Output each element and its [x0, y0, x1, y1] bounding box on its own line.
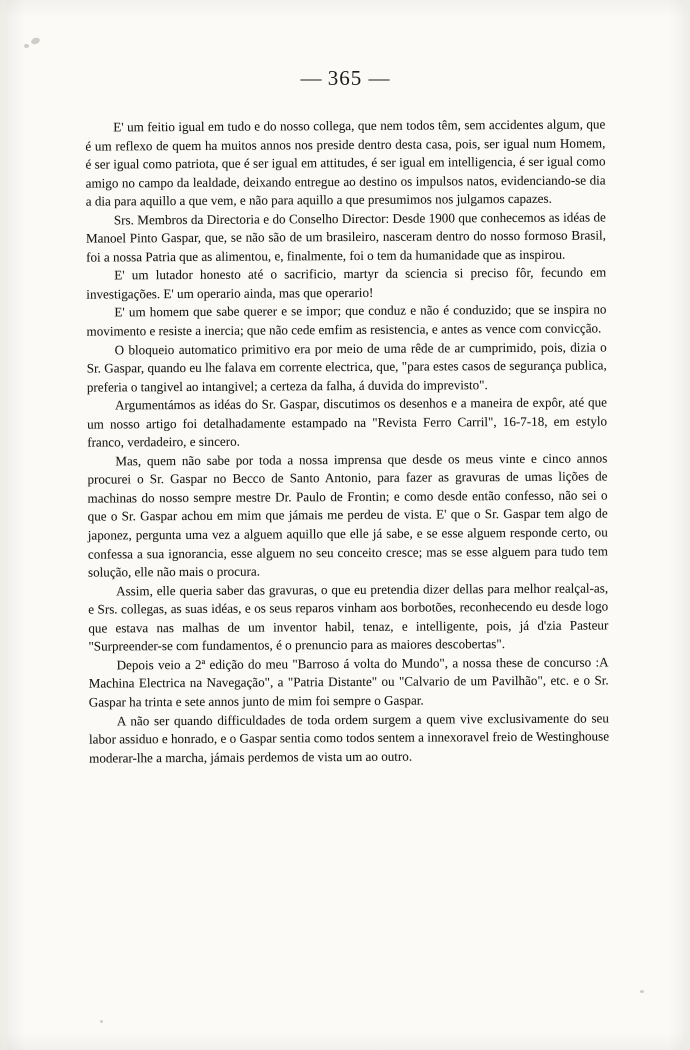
page-number [0, 66, 690, 91]
scan-speck [24, 44, 29, 48]
paragraph: O bloqueio automatico primitivo era por meio de uma rêde de ar cumprimido, pois, dizia o Sr. Gaspar, quando eu lhe falava em corrente electrica, que, "para estes casos de segurança publica, preferia o tangivel ao intangivel; a certeza da falha, á duvida do imprevisto". [86, 338, 607, 395]
scan-edge-mark [683, 0, 690, 1050]
paragraph: Assim, elle queria saber das gravuras, o que eu pretendia dizer dellas para melhor realçal-as, e Srs. collegas, as suas idéas, e os seus reparos vinham aos borbotões, reconhecendo eu desde logo que estava nas malhas de um inventor habil, tenaz, e intelligente, pois, já d'zia Pasteur "Surpreender-se com fundamentos, é o prenuncio para as maiores descobertas". [88, 580, 609, 654]
paragraph: E' um lutador honesto até o sacrificio, martyr da sciencia si preciso fôr, fecundo em investigações. E' um operario ainda, mas que operario! [86, 264, 607, 302]
paragraph: E' um homem que sabe querer e se impor; que conduz e não é conduzido; que se inspira no movimento e resiste a inercia; que não cede emfim as resistencia, e antes as vence com convicção. [86, 301, 607, 339]
page-body-text [85, 115, 609, 767]
page-number-suffix: — [368, 66, 390, 90]
paragraph: E' um feitio igual em tudo e do nosso collega, que nem todos têm, sem accidentes algum, que é um reflexo de quem ha muitos annos nos preside dentro desta casa, pois, ser igual num Homem, é ser igual como patriota, que é ser igual em attitudes, é ser igual em intelligencia, é ser igual como amigo no campo da lealdade, deixando entregue ao destino os impulsos natos, evidenciando-se dia a dia para aquillo a que vem, e não para aquillo a que presumimos nos julgamos capazes. [85, 116, 606, 209]
scan-speck [30, 37, 41, 46]
page-number-prefix: — [300, 66, 322, 90]
scan-speck [640, 990, 644, 993]
paragraph: Srs. Membros da Directoria e do Conselho Director: Desde 1900 que conhecemos as idéas de Manoel Pinto Gaspar, que, se não são de um brasileiro, nasceram dentro do nosso formoso Brasil, foi a nossa Patria que as alimentou, e, finalmente, foi o tem da humanidade que as inspirou. [85, 209, 606, 265]
scan-speck [100, 1020, 103, 1023]
paragraph: Mas, quem não sabe por toda a nossa imprensa que desde os meus vinte e cinco annos procurei o Sr. Gaspar no Becco de Santo Antonio, para fazer as gravuras de umas lições de machinas do nosso sempre mestre Dr. Paulo de Frontin; e como desde então confesso, não sei o que o Sr. Gaspar achou em mim que jámais me perdeu de vista. E' que o Sr. Gaspar tem algo de japonez, pergunta uma vez a alguem aquillo que elle já sabe, e se esse alguem responde certo, ou confessa a sua ignorancia, esse alguem no seu conceito cresce; mas se esse alguem para tudo tem solução, elle não mais o procura. [87, 450, 608, 580]
page-number-value: 365 [327, 66, 363, 90]
paragraph: Depois veio a 2ª edição do meu "Barroso á volta do Mundo", a nossa these de concurso :A Machina Electrica na Navegação", a "Patria Distante" ou "Calvario de um Pavilhão", etc. e o Sr. Gaspar ha trinta e sete annos junto de mim foi sempre o Gaspar. [88, 654, 609, 710]
paragraph: A não ser quando difficuldades de toda ordem surgem a quem vive exclusivamente do seu labor assiduo e honrado, e o Gaspar sentia como todos sentem a innexoravel freio de Westinghouse moderar-lhe a marcha, jámais perdemos de vista um ao outro. [88, 709, 610, 766]
scan-edge-mark [0, 0, 7, 1050]
paragraph: Argumentámos as idéas do Sr. Gaspar, discutimos os desenhos e a maneira de expôr, até que um nosso artigo foi detalhadamente estampado na "Revista Ferro Carril", 16-7-18, em estylo franco, verdadeiro, e sincero. [87, 394, 608, 450]
